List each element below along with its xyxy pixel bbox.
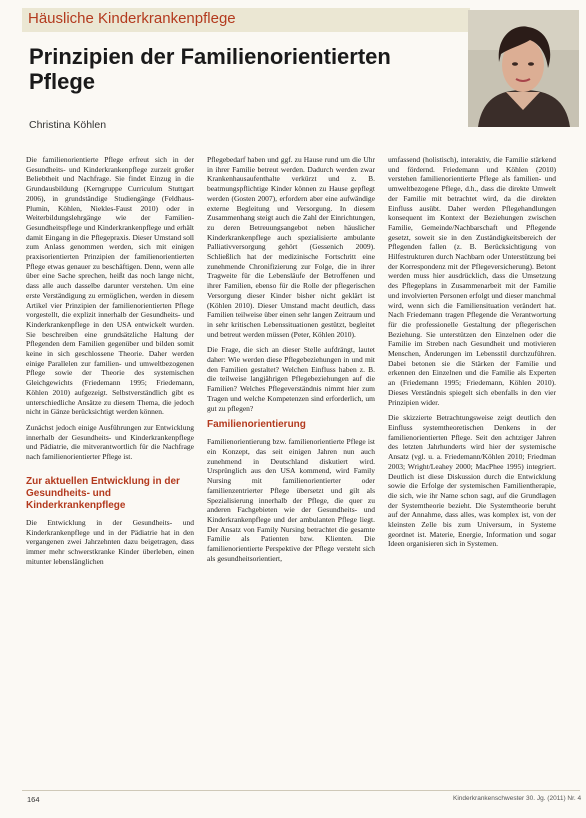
paragraph: umfassend (holistisch), interaktiv, die Familie stärkend und fördernd. Friedemann und Köhlen (2010) verstehen familienorientierte Pflege als familien- und umweltbezogene Pflege, d.h., dass die direkte Umwelt der Familie mit betrachtet wird, da die direkten Einfluss ausübt. Daher werden Pflegehandlungen konsequent im Kontext der Beziehungen zwischen Familie, Gemeinde/Nachbarschaft und Pflegende gesetzt, soweit sie in den Zuständigkeitsbereich der Pflegenden fallen (z. B. Berücksichtigung von Hilfestrukturen durch Nachbarn oder Unterstützung bei der Korrespondenz mit der Pflegeversicherung). Betont werden muss hier ausdrücklich, dass die Umsetzung des Pflegeplans in Zusammenarbeit mit der Familie und involvierten Personen erfolgt und dieser manchmal wird, wenn sich die Familiensituation verändert hat. Nach Friedemann tragen Pflegende die Verantwortung für die professionelle Gestaltung der pflegerischen Beziehung. Sie unterstützen den Einzelnen oder die Familie im Streben nach Gesundheit und motivieren Menschen, Änderungen im Lebensstil durchzuführen. Dabei betonen sie die Stärken der Familie und erkennen den Einzelnen und die Familie als Experten an (Friedemann 1995; Friedemann, Köhlen 2010). Dieses Verständnis spiegelt sich ebenfalls in den vier Prinzipien wider. <box>388 155 556 407</box>
text-column-2 <box>207 155 375 563</box>
paragraph: Die skizzierte Betrachtungsweise zeigt deutlich den Einfluss systemtheoretischen Denkens in der familienorientierten Pflege. Seit den achtziger Jahren des letzten Jahrhunderts wird hier der systemische Ansatz (vgl. u. a. Friedemann/Köhlen 2010; Friedman 2003; Wright/Leahey 2000; MacPhee 1995) integriert. Deutlich ist diese Diskussion durch die Entwicklung sowie die Erfolge der systemischen Familientherapie, die sich, wie ihr Name schon sagt, auf die Grundlagen der Systemtheorie bezieht. Die Systemtheorie beruht auf der Annahme, dass alles, was komplex ist, von der kleinsten Zelle bis zum Universum, in Systeme geordnet ist. Materie, Energie, Information und sogar Ideen organisieren sich in Systemen. <box>388 413 556 549</box>
article-author: Christina Köhlen <box>29 119 107 131</box>
text-column-3 <box>388 155 556 549</box>
page-number: 164 <box>27 795 40 804</box>
paragraph: Zunächst jedoch einige Ausführungen zur Entwicklung innerhalb der Gesundheits- und Kinderkrankenpflege und Pädiatrie, die mitverantwortlich für die Nachfrage nach familienorientierter Pflege ist. <box>26 422 194 462</box>
subheading: Zur aktuellen Entwicklung in der Gesundheits- und Kinderkrankenpflege <box>26 475 180 511</box>
subheading: Familienorientierung <box>207 419 306 431</box>
section-banner <box>22 8 470 32</box>
section-label: Häusliche Kinderkrankenpflege <box>28 10 236 27</box>
article-title: Prinzipien der Familienorientierten Pflege <box>29 44 391 94</box>
author-portrait-image <box>468 10 579 127</box>
paragraph: Die Entwicklung in der Gesundheits- und Kinderkrankenpflege und in der Pädiatrie hat in den vergangenen zwei Jahrzehnten dazu beigetragen, dass immer mehr schwerstkranke Kinder überleben, einen mitunter lebenslänglichen <box>26 517 194 566</box>
footer-divider <box>22 790 580 791</box>
paragraph: Pflegebedarf haben und ggf. zu Hause rund um die Uhr in ihrer Familie betreut werden. Dadurch werden zwar Krankenhausaufenthalte verkürzt und z. B. beatmungspflichtige Kinder können zu Hause gepflegt werden (Gosten 2007), erfordern aber eine aufwändige externe Begleitung und Versorgung. In diesem Zusammenhang steigt auch die Zahl der Einrichtungen, zu deren Betreuungsangebot neben häuslicher Kinderkrankenpflege auch spezialisierte ambulante Palliativversorgung gehört (Gessenich 2009). Schließlich hat der medizinische Fortschritt eine zunehmende Chronifizierung zur Folge, die in ihrer Tragweite für die Lebensläufe der Betroffenen und ihrer Familien, ebenso für die Rolle der pflegerischen Versorgung dieser Kinder bisher nicht geklärt ist (Köhlen 2010). Dieser Umstand macht deutlich, dass Familien teilweise über einen sehr langen Zeitraum und in sehr kritischen Lebenssituationen gestützt, begleitet und betreut werden müssen (Peter, Köhlen 2010). <box>207 155 375 339</box>
author-photo <box>468 10 579 127</box>
paragraph: Die familienorientierte Pflege erfreut sich in der Gesundheits- und Kinderkrankenpflege zurzeit großer Beliebtheit und Nachfrage. Sie findet Einzug in die Grundausbildung (Kerngruppe Curriculum Stuttgart 2006), in grundständige Studiengänge (Feldhaus-Plumin, Köhlen, Niekles-Faust 2010) oder in Weiterbildungslehrgänge wie der Familien-Gesundheitspflege und Kinderkrankenpflege und erhält damit Eingang in die Pflegepraxis. Dieser Umstand soll zum Anlass genommen werden, sich mit einigen praxisorientierten Prinzipien der familienorientierten Pflege etwas genauer zu beschäftigen. Denn, wenn alle über eine Sache sprechen, heißt das noch lange nicht, dass alle auch dasselbe darunter verstehen. Um eine erste Verständigung zu ermöglichen, werden in diesem Artikel vier Prinzipien der familienorientierten Pflege vorgestellt, die explizit innerhalb der Gesundheits- und Kinderkrankenpflege in den USA entwickelt wurden. Sie beschreiben eine grundsätzliche Haltung der Pflegenden dem Familien gegenüber und bilden somit keine in sich geschlossene Theorie. Daher werden einige Parallelen zur familien- und umweltbezogenen Pflege sowie der Theorie des systemischen Gleichgewichts (Friedemann 1995; Friedemann, Köhlen 2010) aufgezeigt. Selbstverständlich gibt es unterschiedliche Ansätze zu diesem Thema, die jedoch nicht in Gänze berücksichtigt werden können. <box>26 155 194 417</box>
paragraph: Die Frage, die sich an dieser Stelle aufdrängt, lautet daher: Wie werden diese Pflegebeziehungen in und mit den Familien gestaltet? Welchen Einfluss haben z. B. die teilweise langjährigen Pflegebeziehungen auf die Familien? Welches Pflegeverständnis nimmt hier zum Tragen und welche Kompetenzen sind erforderlich, um gut zu pflegen? <box>207 345 375 413</box>
journal-citation: Kinderkrankenschwester 30. Jg. (2011) Nr. 4 <box>453 795 582 802</box>
paragraph: Familienorientierung bzw. familienorientierte Pflege ist ein Konzept, das seit einigen Jahren nun auch zunehmend in Deutschland diskutiert wird. Ursprünglich aus den USA kommend, wird Family Nursing mit familienorientierter oder familienzentrierter Pflege übersetzt und gilt als Spezialisierung innerhalb der Pflege, die quer zu anderen Fachgebieten wie der Gesundheits- und Kinderkrankenpflege und der ambulanten Pflege liegt. Der Ansatz von Family Nursing betrachtet die gesamte Familie als Patienten bzw. Klienten. Die familienorientierte Perspektive der Pflege versteht sich als gesundheitsorientiert, <box>207 437 375 563</box>
text-column-1 <box>26 155 194 566</box>
